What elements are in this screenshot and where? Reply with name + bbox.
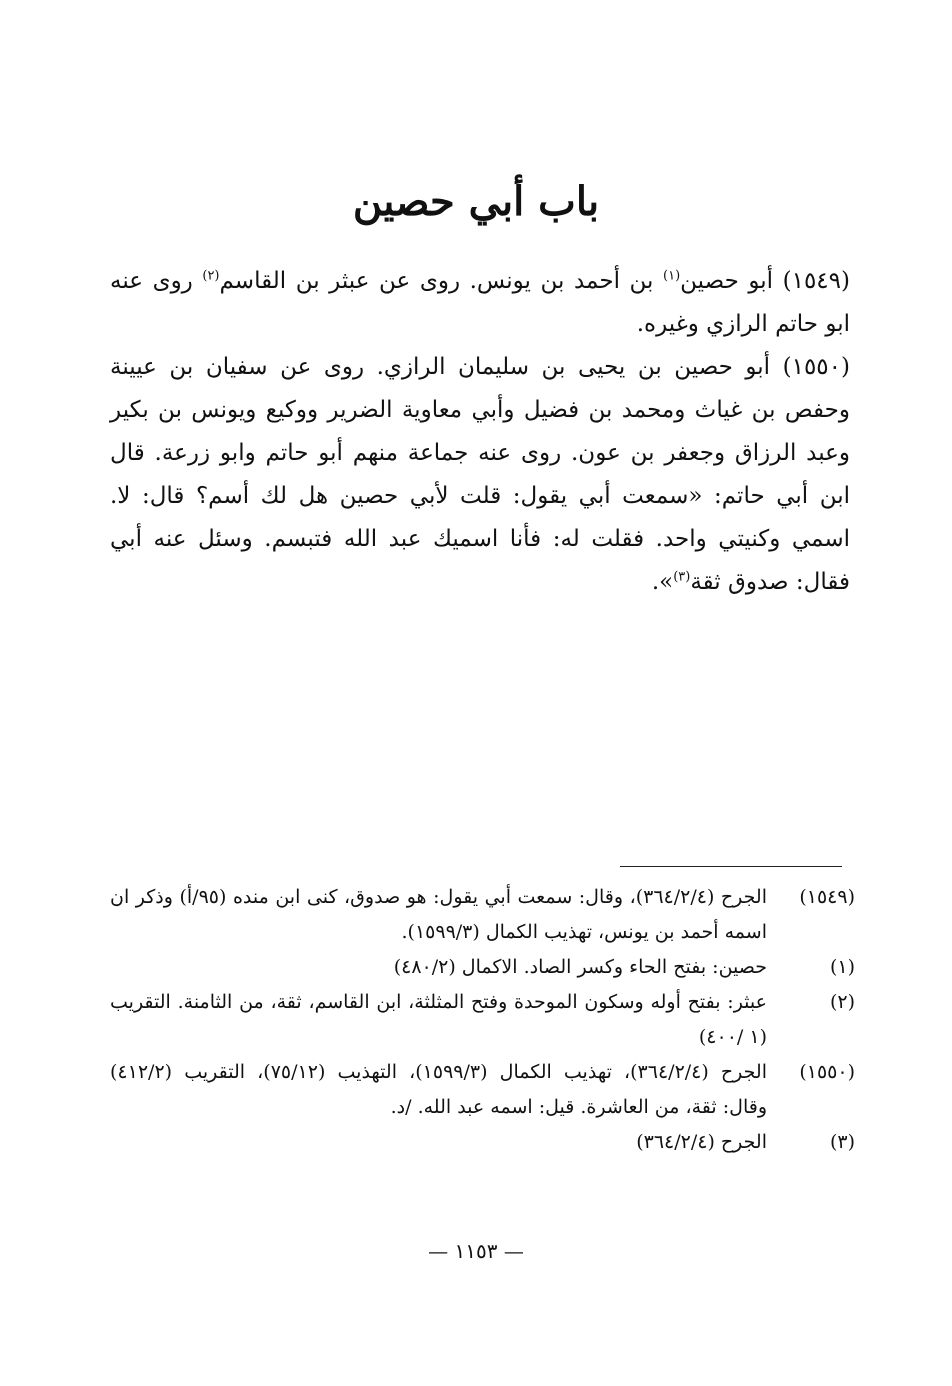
footnote-text: الجرح (٣٦٤/٢/٤)، وقال: سمعت أبي يقول: هو صدوق، كنى ابن منده (٩٥/أ) وذكر ان اسمه أحمد بن يونس، تهذيب الكمال (١٥٩٩/٣). <box>110 886 767 943</box>
footnote-separator <box>620 866 842 867</box>
footnote-text: حصين: بفتح الحاء وكسر الصاد. الاكمال (٤٨٠/٢) <box>393 956 767 978</box>
footnote <box>110 950 855 985</box>
footnote-text: الجرح (٣٦٤/٢/٤) <box>636 1131 767 1153</box>
footnote-text: عبثر: بفتح أوله وسكون الموحدة وفتح المثلثة، ابن القاسم، ثقة، من الثامنة. التقريب (١ /٤٠٠) <box>110 991 767 1048</box>
footnote-key: (٣) <box>829 1131 855 1153</box>
footnote <box>110 880 855 950</box>
footnote-key: (١٥٥٠) <box>799 1061 855 1083</box>
footnote <box>110 985 855 1055</box>
footnote-key: (٢) <box>829 991 855 1013</box>
footnote-ref: (١) <box>663 268 681 284</box>
chapter-title: باب أبي حصين <box>352 178 600 225</box>
footnote-ref: (٣) <box>673 569 691 585</box>
entry-text: أبو حصين بن يحيى بن سليمان الرازي. روى عن سفيان بن عيينة وحفص بن غياث ومحمد بن فضيل وأبي معاوية الضرير ووكيع ويونس بن بكير وعبد الرزاق وجعفر بن عون. روى عنه جماعة منهم أبو حاتم وابو زرعة. قال ابن أبي حاتم: «سمعت أبي يقول: قلت لأبي حصين هل لك أسم؟ قال: لا. اسمي وكنيتي واحد. فقلت له: فأنا اسميك عبد الله فتبسم. وسئل عنه أبي فقال: صدوق ثقة <box>110 354 850 595</box>
entry-text: ». <box>651 569 674 595</box>
entry-text: بن أحمد بن يونس. روى عن عبثر بن القاسم <box>219 268 654 294</box>
footnote-ref: (٢) <box>202 268 220 284</box>
entry-text: أبو حصين <box>680 268 774 294</box>
footnote <box>110 1125 855 1160</box>
footnote-key: (١٥٤٩) <box>799 886 855 908</box>
entry-text: روى عنه ابو حاتم الرازي وغيره. <box>110 268 850 337</box>
footnote-text: الجرح (٣٦٤/٢/٤)، تهذيب الكمال (١٥٩٩/٣)، التهذيب (٧٥/١٢)، التقريب (٤١٢/٢) وقال: ثقة، من العاشرة. قيل: اسمه عبد الله. /د. <box>110 1061 767 1118</box>
main-text <box>110 260 850 604</box>
page-number: — ١١٥٣ — <box>428 1239 524 1263</box>
entry-number: (١٥٤٩) <box>782 268 850 294</box>
entry-number: (١٥٥٠) <box>782 354 850 380</box>
footnote-key: (١) <box>829 956 855 978</box>
entry-1550 <box>110 346 850 604</box>
footnote <box>110 1055 855 1125</box>
footnotes <box>110 880 855 1160</box>
entry-1549 <box>110 260 850 346</box>
